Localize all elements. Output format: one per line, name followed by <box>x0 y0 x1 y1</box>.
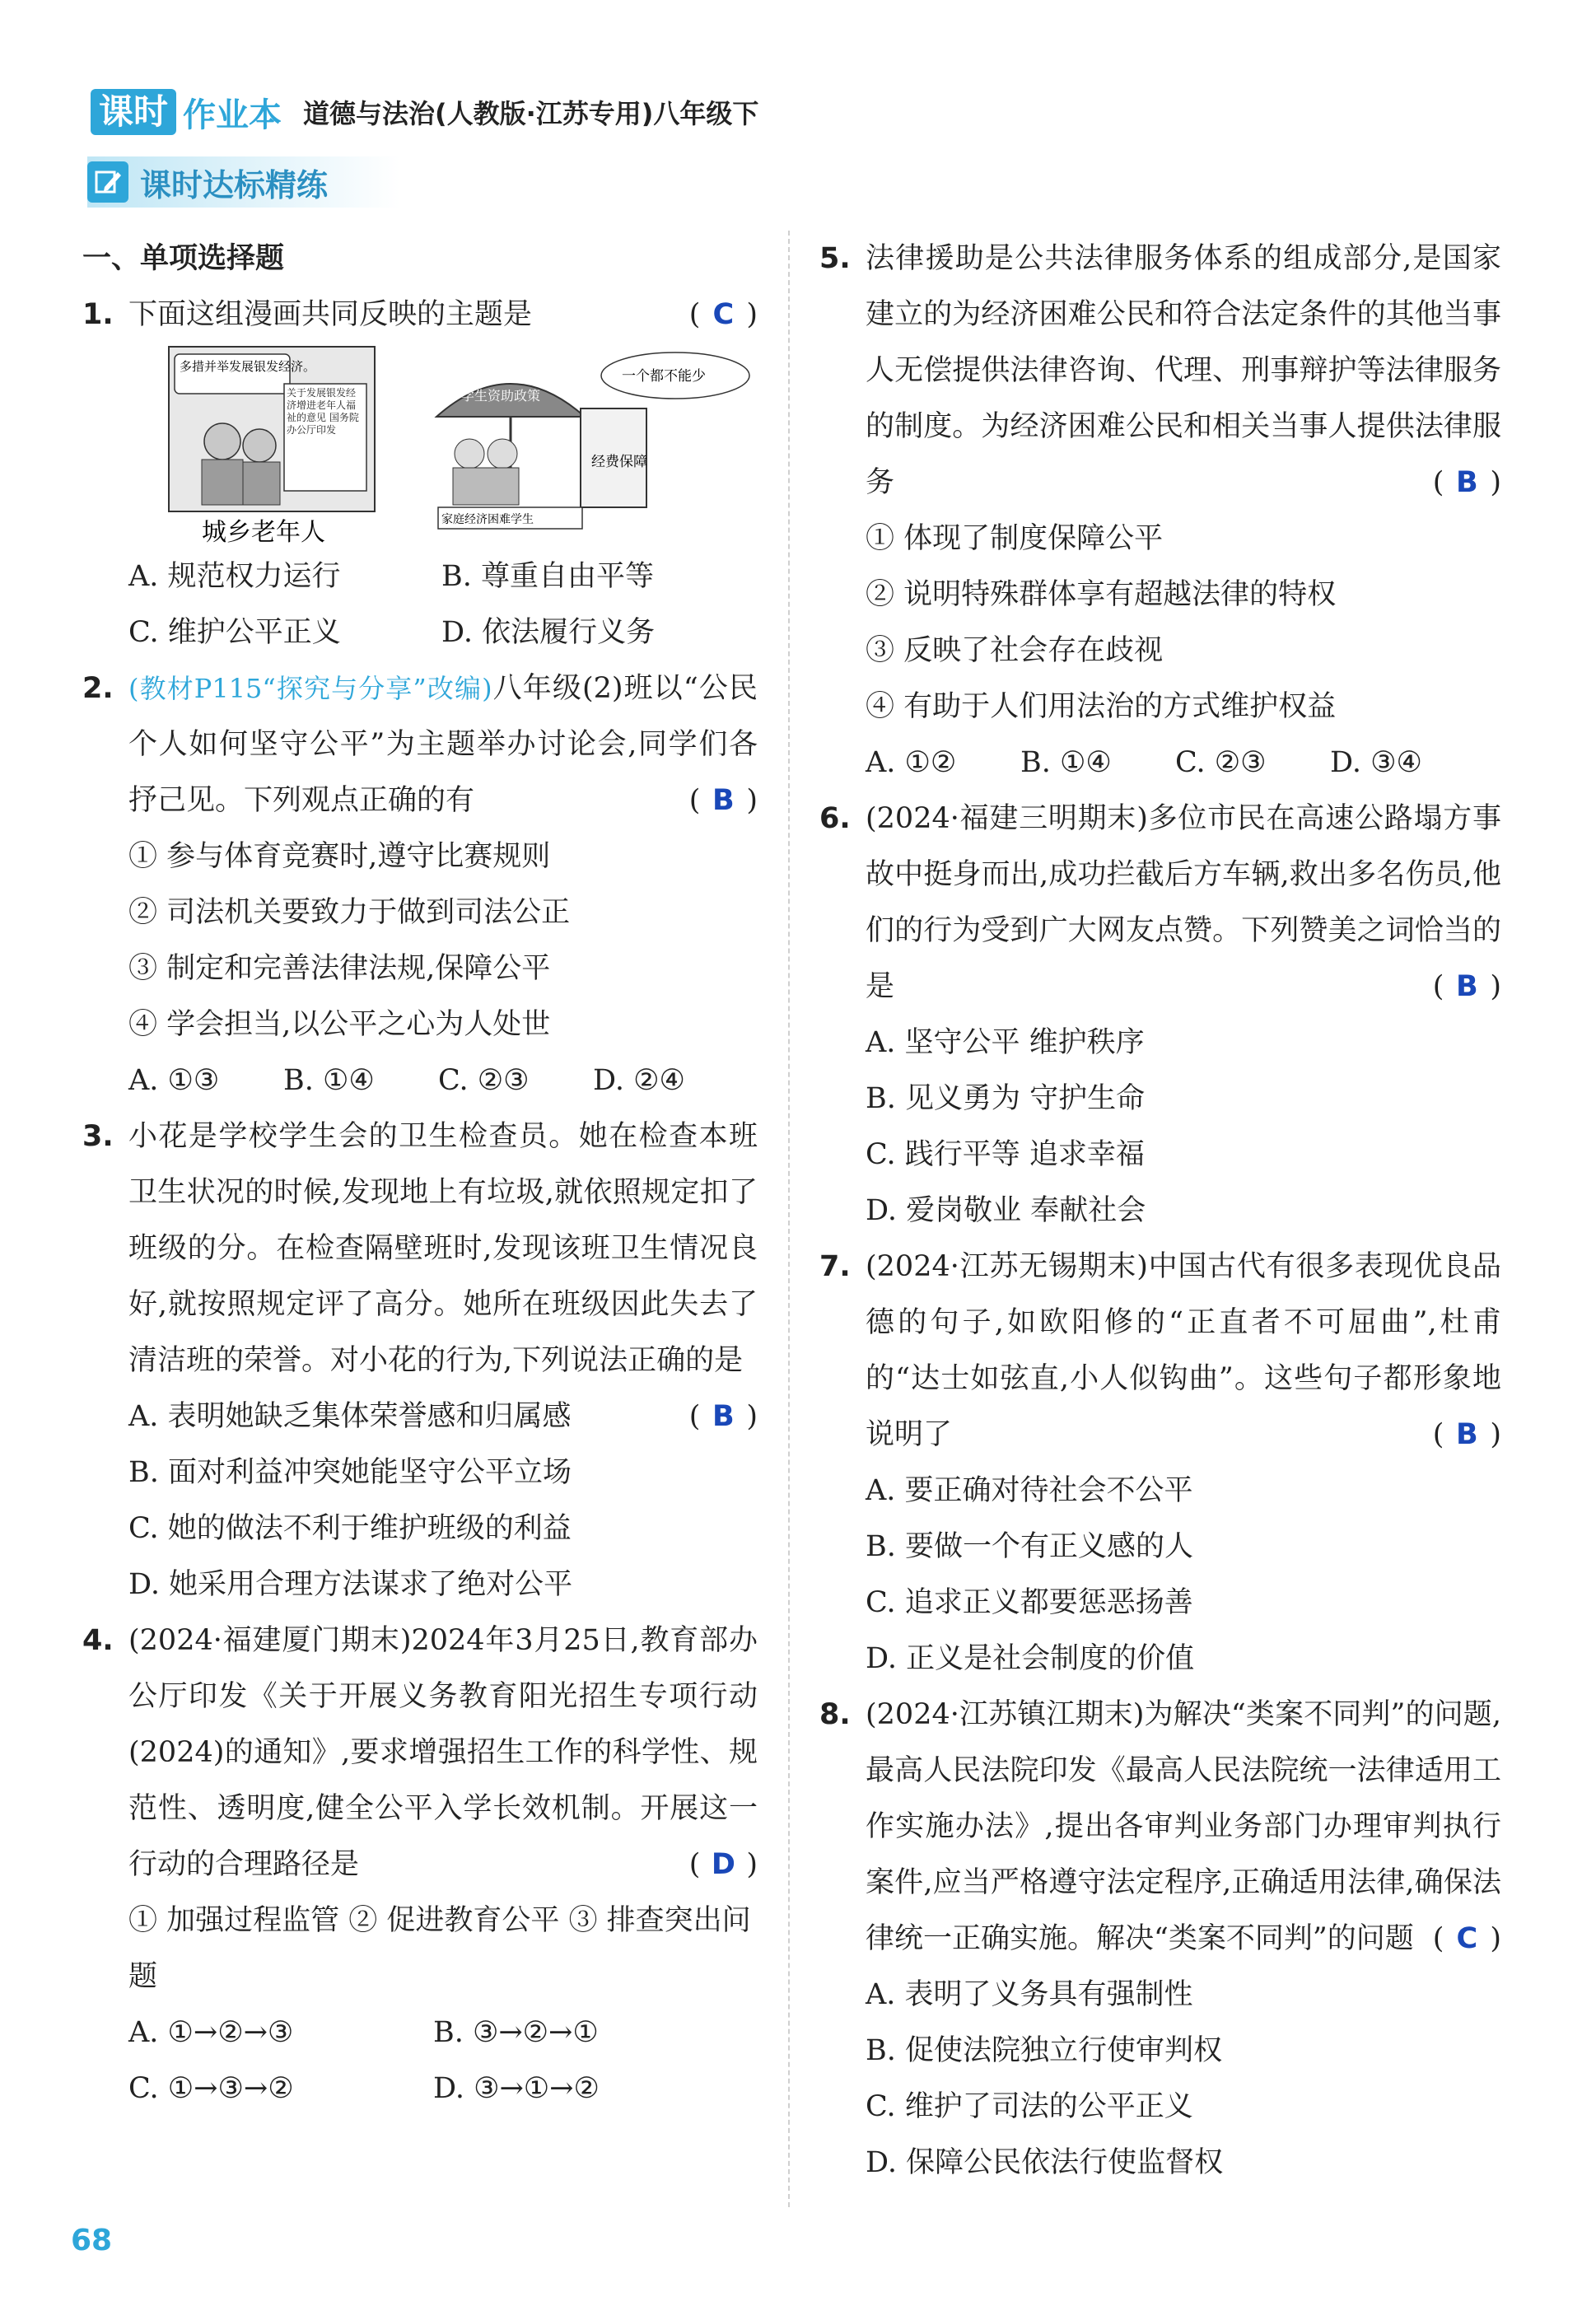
option-b[interactable]: B. 要做一个有正义感的人 <box>866 1530 1193 1563</box>
option-c[interactable]: C. 追求正义都要惩恶扬善 <box>866 1586 1193 1619</box>
question-number: 4. <box>82 1624 114 1657</box>
q4-options <box>128 2005 758 2117</box>
pencil-icon <box>87 161 128 203</box>
section-banner <box>87 156 400 208</box>
option-b[interactable]: B. 见义勇为 守护生命 <box>866 1082 1146 1115</box>
statements: ① 加强过程监管 ② 促进教育公平 ③ 排查突出问题 <box>128 1904 751 1993</box>
option-c[interactable]: C. 维护公平正义 <box>128 616 341 649</box>
option-a[interactable]: A. 要正确对待社会不公平 <box>866 1474 1193 1507</box>
question-6 <box>819 791 1501 1015</box>
question-1 <box>82 287 758 343</box>
option-a[interactable]: A. 表明她缺乏集体荣誉感和归属感 <box>128 1400 572 1433</box>
option-d[interactable]: D. 依法履行义务 <box>441 616 656 649</box>
statement: ④ 有助于人们用法治的方式维护权益 <box>866 690 1337 723</box>
question-text <box>866 791 1501 1015</box>
question-stem: (2024·江苏无锡期末)中国古代有很多表现优良品德的句子,如欧阳修的“正直者不可屈曲”,杜甫的“达士如弦直,小人似钩曲”。这些句子都形象地说明了 <box>866 1250 1501 1451</box>
cartoon-illustration <box>165 343 758 548</box>
option-c[interactable]: C. 她的做法不利于维护班级的利益 <box>128 1512 572 1545</box>
answer-bracket: ( C ) <box>689 287 758 343</box>
question-number: 3. <box>82 1120 114 1153</box>
statement: ③ 反映了社会存在歧视 <box>866 634 1164 667</box>
option-b[interactable]: B. ③→②→① <box>433 2016 599 2049</box>
answer-bracket: ( B ) <box>1433 959 1501 1015</box>
question-number: 2. <box>82 672 114 705</box>
statement: ④ 学会担当,以公平之心为人处世 <box>128 1008 551 1041</box>
page-header <box>91 87 758 137</box>
option-c[interactable]: C. ②③ <box>1175 746 1267 779</box>
page-number: 68 <box>71 2224 113 2257</box>
q7-options <box>866 1463 1501 1687</box>
cartoons <box>165 343 758 548</box>
option-a[interactable]: A. 规范权力运行 <box>128 560 341 593</box>
logo-main: 课时 <box>91 89 176 135</box>
option-d[interactable]: D. 她采用合理方法谋求了绝对公平 <box>128 1568 573 1601</box>
question-number: 8. <box>819 1698 851 1731</box>
statement: ① 参与体育竞赛时,遵守比赛规则 <box>128 840 551 873</box>
option-d[interactable]: D. ②④ <box>593 1064 685 1097</box>
answer-bracket: ( C ) <box>1433 1911 1501 1967</box>
cartoon2-label: 家庭经济困难学生 <box>441 513 534 526</box>
question-number: 7. <box>819 1250 851 1283</box>
option-b[interactable]: B. 尊重自由平等 <box>441 560 654 593</box>
statement: ③ 制定和完善法律法规,保障公平 <box>128 952 551 985</box>
option-c[interactable]: C. 维护了司法的公平正义 <box>866 2090 1193 2123</box>
answer: B <box>712 784 735 817</box>
question-stem: (2024·江苏镇江期末)为解决“类案不同判”的问题,最高人民法院印发《最高人民法院统一法律适用工作实施办法》,提出各审判业务部门办理审判执行案件,应当严格遵守法定程序,正确适用法律,确保法律统一正确实施。解决“类案不同判”的问题 <box>866 1698 1501 1955</box>
question-stem: (2024·福建厦门期末)2024年3月25日,教育部办公厅印发《关于开展义务教育阳光招生专项行动(2024)的通知》,要求增强招生工作的科学性、规范性、透明度,健全公平入学长效机制。开展这一行动的合理路径是 <box>128 1624 758 1881</box>
answer-bracket: ( B ) <box>689 773 758 829</box>
question-text <box>866 1239 1501 1463</box>
question-text <box>128 1613 758 1893</box>
answer: D <box>711 1848 735 1881</box>
question-number: 5. <box>819 242 851 275</box>
question-source: (教材P115“探究与分享”改编) <box>128 673 492 704</box>
question-4 <box>82 1613 758 1893</box>
cartoon2-umbrella: 学生资助政策 <box>461 388 541 404</box>
option-a[interactable]: A. ①→②→③ <box>128 2016 294 2049</box>
question-text <box>128 661 758 829</box>
option-a[interactable]: A. ①② <box>866 746 957 779</box>
question-stem: (2024·福建三明期末)多位市民在高速公路塌方事故中挺身而出,成功拦截后方车辆,救出多名伤员,他们的行为受到广大网友点赞。下列赞美之词恰当的是 <box>866 802 1501 1003</box>
option-b[interactable]: B. ①④ <box>283 1064 375 1097</box>
question-8 <box>819 1687 1501 1967</box>
answer: B <box>1456 466 1478 499</box>
statement: ② 说明特殊群体享有超越法律的特权 <box>866 578 1337 611</box>
option-d[interactable]: D. ③→①→② <box>433 2072 600 2105</box>
option-c[interactable]: C. ②③ <box>438 1064 530 1097</box>
answer: C <box>712 298 735 331</box>
option-c[interactable]: C. 践行平等 追求幸福 <box>866 1138 1145 1171</box>
question-stem: 法律援助是公共法律服务体系的组成部分,是国家建立的为经济困难公民和符合法定条件的其他当事人无偿提供法律咨询、代理、刑事辩护等法律服务的制度。为经济困难公民和相关当事人提供法律服务 <box>866 242 1501 499</box>
answer-bracket: ( B ) <box>1433 1407 1501 1463</box>
question-5 <box>819 231 1501 511</box>
question-number: 1. <box>82 298 114 331</box>
question-stem: 小花是学校学生会的卫生检查员。她在检查本班卫生状况的时候,发现地上有垃圾,就依照规定扣了班级的分。在检查隔壁班时,发现该班卫生情况良好,就按照规定评了高分。她所在班级因此失去了清洁班的荣誉。对小花的行为,下列说法正确的是 <box>128 1120 758 1377</box>
question-7 <box>819 1239 1501 1463</box>
option-b[interactable]: B. 促使法院独立行使审判权 <box>866 2034 1222 2067</box>
option-a[interactable]: A. 表明了义务具有强制性 <box>866 1978 1193 2011</box>
question-text <box>866 1687 1501 1967</box>
answer: B <box>1456 970 1478 1003</box>
question-text <box>128 287 758 343</box>
cartoon1-doc: 关于发展银发经济增进老年人福祉的意见 国务院办公厅印发 <box>287 387 359 436</box>
option-c[interactable]: C. ①→③→② <box>128 2072 294 2105</box>
question-stem: 下面这组漫画共同反映的主题是 <box>128 298 533 331</box>
q5-options <box>866 735 1501 791</box>
option-d[interactable]: D. 爱岗敬业 奉献社会 <box>866 1194 1146 1227</box>
option-a[interactable]: A. ①③ <box>128 1064 220 1097</box>
option-d[interactable]: D. 正义是社会制度的价值 <box>866 1642 1195 1675</box>
cartoon1-caption: 城乡老年人 <box>202 518 325 547</box>
part-title: 一、单项选择题 <box>82 242 285 275</box>
left-column <box>82 231 758 2117</box>
option-b[interactable]: B. ①④ <box>1020 746 1112 779</box>
column-divider <box>788 231 790 2207</box>
statement: ② 司法机关要致力于做到司法公正 <box>128 896 571 929</box>
answer-bracket: ( B ) <box>689 1389 758 1445</box>
answer-bracket: ( B ) <box>1433 455 1501 511</box>
answer: B <box>712 1400 735 1433</box>
q1-options <box>128 548 758 661</box>
header-subtitle: 道德与法治(人教版·江苏专用)八年级下 <box>303 98 759 129</box>
question-number: 6. <box>819 802 851 835</box>
q6-options <box>866 1015 1501 1239</box>
answer-bracket: ( D ) <box>689 1837 758 1893</box>
q3-options <box>128 1389 689 1613</box>
answer: C <box>1456 1922 1478 1955</box>
question-stem: 八年级(2)班以“公民个人如何坚守公平”为主题举办讨论会,同学们各抒己见。下列观点正确的有 <box>128 672 758 817</box>
cartoon1-bubble: 多措并举发展银发经济。 <box>180 359 316 374</box>
cartoon2-bubble: 一个都不能少 <box>622 368 706 385</box>
answer: B <box>1456 1418 1478 1451</box>
option-b[interactable]: B. 面对利益冲突她能坚守公平立场 <box>128 1456 572 1489</box>
option-d[interactable]: D. ③④ <box>1330 746 1422 779</box>
logo-rest: 作业本 <box>183 96 282 134</box>
q2-options <box>128 1053 758 1109</box>
q8-options <box>866 1967 1501 2191</box>
banner-title: 课时达标精练 <box>140 166 329 203</box>
question-2 <box>82 661 758 829</box>
option-a[interactable]: A. 坚守公平 维护秩序 <box>866 1026 1145 1059</box>
right-column <box>819 231 1501 2191</box>
option-d[interactable]: D. 保障公民依法行使监督权 <box>866 2146 1224 2179</box>
statement: ① 体现了制度保障公平 <box>866 522 1164 555</box>
question-text <box>866 231 1501 511</box>
cartoon2-sign: 经费保障 <box>591 454 647 470</box>
